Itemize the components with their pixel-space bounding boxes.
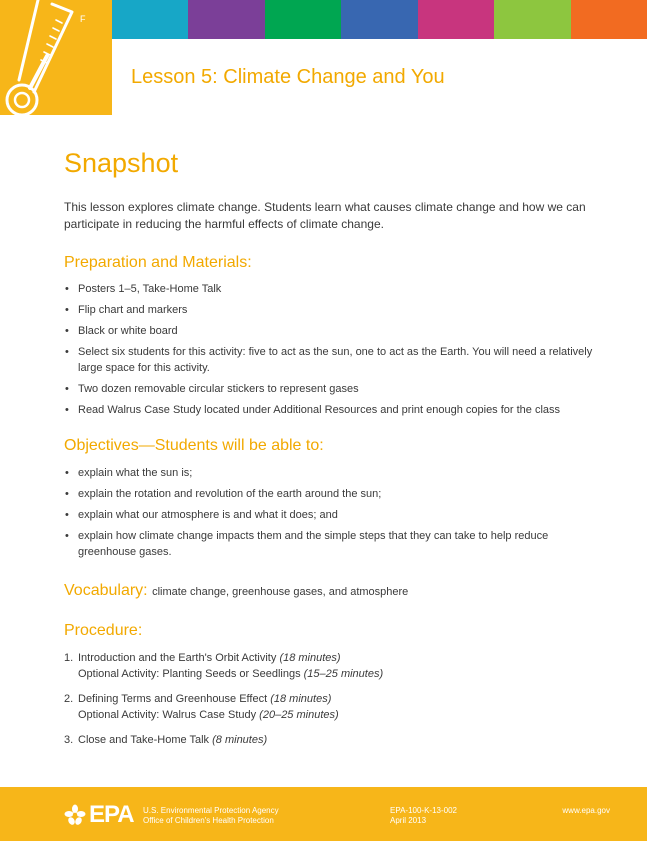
list-item: • explain how climate change impacts them and the simple steps that they can take to help reduce greenhouse gases. bbox=[64, 528, 604, 560]
color-strip-block bbox=[341, 0, 417, 39]
list-item: 3. Close and Take-Home Talk (8 minutes) bbox=[64, 734, 268, 746]
list-item: 1. Introduction and the Earth's Orbit Activity (18 minutes) Optional Activity: Planting Seeds or Seedlings (15–25 minutes) bbox=[64, 652, 384, 680]
list-item: • explain what our atmosphere is and what it does; and bbox=[64, 507, 604, 523]
heading-procedure: Procedure: bbox=[64, 622, 143, 639]
procedure-list bbox=[64, 650, 604, 757]
epa-flower-icon bbox=[64, 804, 86, 826]
thermometer-icon bbox=[0, 0, 112, 115]
intro-paragraph: This lesson explores climate change. Students learn what causes climate change and how we can participate in reducing the harmful effects of climate change. bbox=[64, 200, 586, 231]
thermometer-banner bbox=[0, 0, 112, 115]
list-item: • Select six students for this activity: five to act as the sun, one to act as the Earth. You will need a relatively large space for this activity. bbox=[64, 344, 604, 376]
footer-agency: U.S. Environmental Protection Agency Office of Children's Health Protection bbox=[143, 806, 279, 825]
list-item: • Flip chart and markers bbox=[64, 302, 604, 318]
footer-doc-info: EPA-100-K-13-002 April 2013 bbox=[390, 806, 457, 825]
color-strip-block bbox=[265, 0, 341, 39]
heading-preparation: Preparation and Materials: bbox=[64, 254, 252, 271]
color-strip bbox=[112, 0, 647, 39]
footer-url[interactable]: www.epa.gov bbox=[562, 806, 610, 815]
footer bbox=[0, 787, 647, 841]
section-title-snapshot: Snapshot bbox=[64, 148, 179, 178]
color-strip-block bbox=[112, 0, 188, 39]
color-strip-block bbox=[418, 0, 494, 39]
list-item: • Posters 1–5, Take-Home Talk bbox=[64, 281, 604, 297]
list-item: • explain what the sun is; bbox=[64, 465, 604, 481]
objectives-list bbox=[64, 465, 604, 565]
list-item: • Black or white board bbox=[64, 323, 604, 339]
vocabulary-label: Vocabulary: bbox=[64, 582, 148, 599]
color-strip-block bbox=[494, 0, 570, 39]
color-strip-block bbox=[571, 0, 647, 39]
thermometer-label: F bbox=[80, 14, 86, 24]
vocabulary-text: climate change, greenhouse gases, and atmosphere bbox=[152, 586, 409, 598]
epa-logo-text: EPA bbox=[89, 801, 134, 828]
color-strip-block bbox=[188, 0, 264, 39]
vocabulary-line bbox=[64, 582, 408, 600]
list-item: • Two dozen removable circular stickers to represent gases bbox=[64, 381, 604, 397]
preparation-list bbox=[64, 281, 604, 423]
list-item: 2. Defining Terms and Greenhouse Effect (18 minutes) Optional Activity: Walrus Case Study (20–25 minutes) bbox=[64, 693, 339, 721]
list-item: • explain the rotation and revolution of the earth around the sun; bbox=[64, 486, 604, 502]
list-item: • Read Walrus Case Study located under Additional Resources and print enough copies for the class bbox=[64, 402, 604, 418]
lesson-title: Lesson 5: Climate Change and You bbox=[131, 66, 445, 88]
heading-objectives: Objectives—Students will be able to: bbox=[64, 437, 324, 454]
epa-logo bbox=[64, 801, 134, 828]
